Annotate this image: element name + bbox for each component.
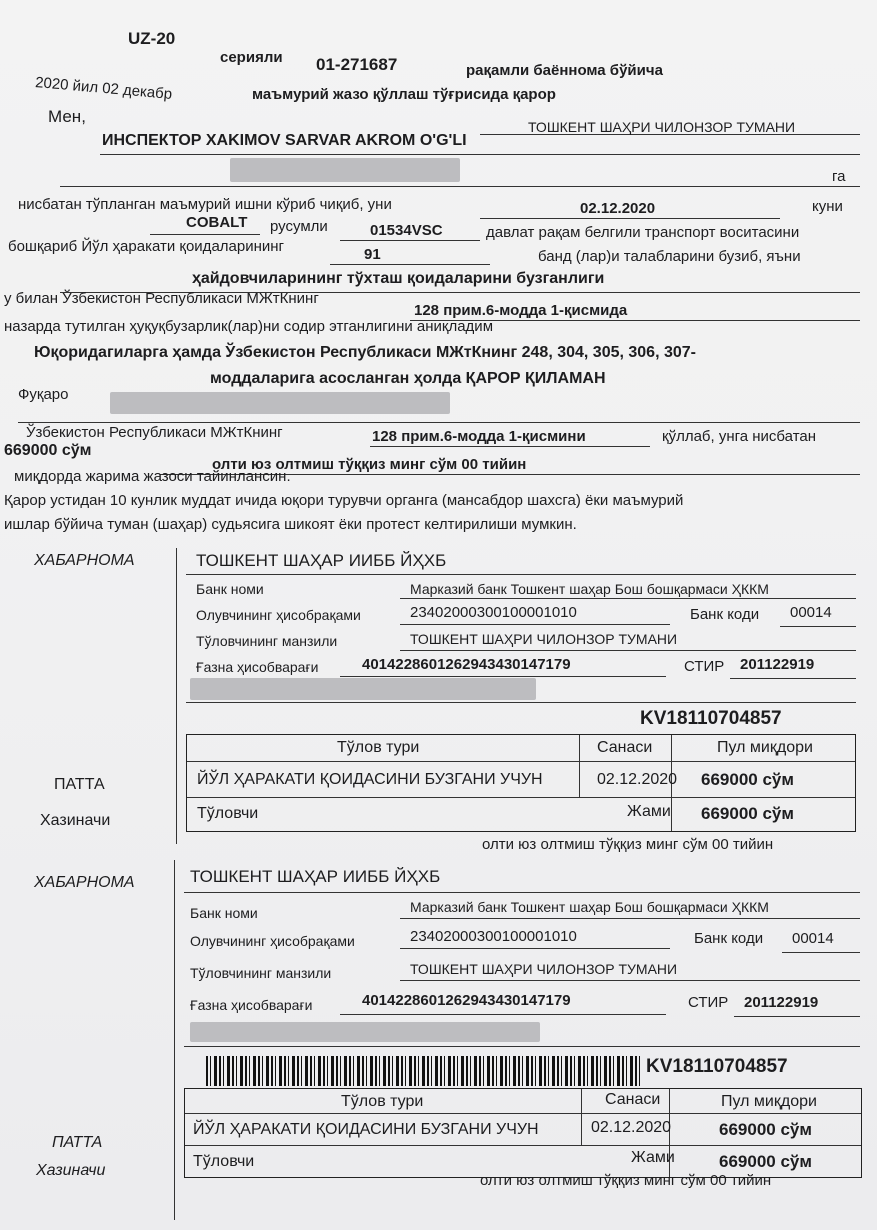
notice-border bbox=[174, 860, 175, 1220]
drive-text: бошқариб Йўл ҳаракати қоидаларининг bbox=[8, 238, 285, 255]
plate-text: давлат рақам белгили транспорт воситасини bbox=[486, 224, 800, 241]
payment-table bbox=[186, 734, 856, 832]
payer-label: Тўловчи bbox=[193, 1153, 255, 1170]
account-number: 23402000300100001010 bbox=[410, 928, 577, 945]
account-label: Олувчининг ҳисобрақами bbox=[190, 933, 355, 949]
plate-number: 01534VSC bbox=[370, 222, 443, 239]
treasury-label: Ғазна ҳисобварағи bbox=[196, 659, 319, 675]
appeal-line-2: ишлар бўйича туман (шаҳар) судьясига шикоят ёки протест келтирилиши мумкин. bbox=[4, 516, 577, 533]
account-underline bbox=[400, 948, 670, 949]
row-date: 02.12.2020 bbox=[597, 771, 678, 788]
document-subtitle: маъмурий жазо қўллаш тўғрисида қарор bbox=[252, 86, 556, 103]
notice-border bbox=[176, 548, 177, 844]
row-amount: 669000 сўм bbox=[719, 1120, 812, 1139]
stir-label: СТИР bbox=[688, 994, 729, 1011]
bank-code-label: Банк коди bbox=[694, 930, 764, 947]
payer-label: Тўловчи bbox=[197, 805, 259, 822]
payer-underline bbox=[184, 1046, 860, 1047]
stir-underline bbox=[730, 678, 856, 679]
patta-label: ПАТТА bbox=[52, 1134, 103, 1151]
model-label: русумли bbox=[270, 218, 328, 235]
bank-code-label: Банк коди bbox=[690, 606, 760, 623]
row-date: 02.12.2020 bbox=[591, 1119, 672, 1136]
case-date: 02.12.2020 bbox=[580, 200, 656, 217]
table-row-divider bbox=[187, 761, 855, 762]
rule-number: 91 bbox=[364, 246, 381, 263]
bank-name: Марказий банк Тошкент шаҳар Бош бошқармаси ҲККМ bbox=[410, 899, 769, 915]
law-text-2: Ўзбекистон Республикаси МЖтКнинг bbox=[26, 424, 283, 441]
treasury-account: 40142286012629434301471​79 bbox=[362, 992, 571, 1009]
treasury-underline bbox=[340, 1014, 666, 1015]
fine-text: миқдорда жарима жазоси тайинлансин. bbox=[14, 468, 291, 485]
redacted-payer bbox=[190, 678, 536, 700]
car-model: COBALT bbox=[186, 214, 248, 231]
bank-name-underline bbox=[400, 918, 860, 919]
payer-address-underline bbox=[400, 980, 860, 981]
inspector-name: ИНСПЕКТОР XAKIMOV SARVAR AKROM O'G'LI bbox=[102, 132, 467, 149]
treasury-account: 40142286012629434301471​79 bbox=[362, 656, 571, 673]
case-date-underline bbox=[480, 218, 780, 219]
patta-label: ПАТТА bbox=[54, 776, 105, 793]
table-row-divider bbox=[185, 1145, 861, 1146]
stir-number: 201122919 bbox=[744, 994, 819, 1011]
payer-address-underline bbox=[400, 650, 856, 651]
car-model-underline bbox=[150, 234, 260, 235]
bank-code-underline bbox=[780, 626, 856, 627]
redacted-name bbox=[230, 158, 460, 182]
ga-suffix: га bbox=[832, 168, 846, 185]
row-payment-type: ЙЎЛ ҲАРАКАТИ ҚОИДАСИНИ БУЗГАНИ УЧУН bbox=[197, 771, 543, 788]
org-underline bbox=[184, 892, 860, 893]
fine-words: олти юз олтмиш тўққиз минг сўм 00 тийин bbox=[212, 456, 527, 473]
case-review-text: нисбатан тўпланган маъмурий ишни кўриб чиқиб, уни bbox=[18, 196, 392, 213]
treasury-underline bbox=[340, 676, 666, 677]
row-amount: 669000 сўм bbox=[701, 770, 794, 789]
decision-line-1: Юқоридагиларга ҳамда Ўзбекистон Республикаси МЖтКнинг 248, 304, 305, 306, 307- bbox=[34, 344, 696, 361]
payer-address: ТОШКЕНТ ШАҲРИ ЧИЛОНЗОР ТУМАНИ bbox=[410, 961, 678, 977]
table-col-divider bbox=[581, 1089, 582, 1145]
amount-words: олти юз олтмиш тўққиз минг сўм 00 тийин bbox=[480, 1172, 772, 1189]
district: ТОШКЕНТ ШАҲРИ ЧИЛОНЗОР ТУМАНИ bbox=[528, 119, 796, 135]
amount-words: олти юз олтмиш тўққиз минг сўм 00 тийин bbox=[482, 836, 774, 853]
account-label: Олувчининг ҳисобрақами bbox=[196, 607, 361, 623]
col-amount: Пул миқдори bbox=[717, 739, 813, 756]
payer-underline bbox=[186, 702, 856, 703]
col-date: Санаси bbox=[605, 1091, 661, 1108]
col-payment-type: Тўлов тури bbox=[341, 1093, 424, 1110]
violation-text: ҳайдовчиларининг тўхташ қоидаларини бузганлиги bbox=[192, 270, 605, 287]
bank-code: 00014 bbox=[790, 604, 832, 621]
me-label: Мен, bbox=[48, 107, 86, 126]
stir-underline bbox=[734, 1016, 860, 1017]
citizen-label: Фуқаро bbox=[18, 386, 69, 403]
inspector-underline bbox=[100, 154, 860, 155]
org-underline bbox=[186, 574, 856, 575]
band-text: банд (лар)и талабларини бузиб, яъни bbox=[538, 248, 801, 265]
apply-text: қўллаб, унга нисбатан bbox=[662, 428, 817, 445]
notice-org: ТОШКЕНТ ШАҲАР ИИББ ЙҲХБ bbox=[196, 551, 447, 570]
series-label: серияли bbox=[220, 49, 283, 66]
account-underline bbox=[400, 624, 670, 625]
article-text-2: 128 прим.6-модда 1-қисмини bbox=[372, 428, 586, 445]
payer-address-label: Тўловчининг манзили bbox=[190, 965, 332, 981]
offense-text: назарда тутилган ҳуқуқбузарлик(лар)ни содир этганлигини аниқладим bbox=[4, 318, 494, 335]
total-amount: 669000 сўм bbox=[701, 804, 794, 823]
fine-amount: 669000 сўм bbox=[4, 442, 92, 459]
decision-line-2: моддаларига асосланган ҳолда ҚАРОР ҚИЛАМАН bbox=[210, 370, 606, 387]
form-code: UZ-20 bbox=[128, 29, 176, 48]
col-payment-type: Тўлов тури bbox=[337, 739, 420, 756]
col-amount: Пул миқдори bbox=[721, 1093, 817, 1110]
day-label: куни bbox=[812, 198, 843, 215]
col-date: Санаси bbox=[597, 739, 653, 756]
row-payment-type: ЙЎЛ ҲАРАКАТИ ҚОИДАСИНИ БУЗГАНИ УЧУН bbox=[193, 1121, 539, 1138]
rule-underline bbox=[330, 264, 490, 265]
notice-label: ХАБАРНОМА bbox=[34, 552, 135, 569]
stir-number: 201122919 bbox=[740, 656, 815, 673]
total-label: Жами bbox=[627, 803, 671, 820]
bank-name-label: Банк номи bbox=[190, 905, 258, 921]
total-amount: 669000 сўм bbox=[719, 1152, 812, 1171]
table-row-divider bbox=[187, 797, 855, 798]
cashier-label: Хазиначи bbox=[40, 812, 111, 829]
payment-table bbox=[184, 1088, 862, 1178]
law-text: у билан Ўзбекистон Республикаси МЖтКнинг bbox=[4, 290, 319, 307]
account-number: 23402000300100001010 bbox=[410, 604, 577, 621]
kv-number: KV18110704857 bbox=[646, 1056, 788, 1077]
notice-org: ТОШКЕНТ ШАҲАР ИИББ ЙҲХБ bbox=[190, 867, 441, 886]
payer-address: ТОШКЕНТ ШАҲРИ ЧИЛОНЗОР ТУМАНИ bbox=[410, 631, 678, 647]
plate-underline bbox=[340, 240, 480, 241]
barcode bbox=[206, 1056, 642, 1086]
table-row-divider bbox=[185, 1113, 861, 1114]
stir-label: СТИР bbox=[684, 658, 725, 675]
appeal-line-1: Қарор устидан 10 кунлик муддат ичида юқори турувчи органга (мансабдор шахсга) ёки маъмурий bbox=[4, 492, 684, 509]
bank-name-label: Банк номи bbox=[196, 581, 264, 597]
redacted-payer bbox=[190, 1022, 540, 1042]
cashier-label: Хазиначи bbox=[36, 1162, 106, 1179]
table-col-divider bbox=[579, 735, 580, 797]
article2-underline bbox=[370, 446, 650, 447]
total-label: Жами bbox=[631, 1149, 675, 1166]
bank-name: Марказий банк Тошкент шаҳар Бош бошқармаси ҲККМ bbox=[410, 581, 769, 597]
article-text: 128 прим.6-модда 1-қисмида bbox=[414, 302, 628, 319]
bank-code-underline bbox=[782, 952, 860, 953]
bank-code: 00014 bbox=[792, 930, 834, 947]
decision-date: 2020 йил 02 декабр bbox=[34, 74, 173, 103]
treasury-label: Ғазна ҳисобварағи bbox=[190, 997, 313, 1013]
series-number: 01-271687 bbox=[316, 55, 398, 74]
citizen-underline bbox=[18, 422, 860, 423]
kv-number: KV18110704857 bbox=[640, 708, 782, 729]
name-underline bbox=[60, 186, 860, 187]
payer-address-label: Тўловчининг манзили bbox=[196, 633, 338, 649]
bank-name-underline bbox=[400, 598, 856, 599]
notice-label: ХАБАРНОМА bbox=[34, 874, 135, 891]
redacted-citizen bbox=[110, 392, 450, 414]
numbered-label: рақамли баённома бўйича bbox=[466, 62, 663, 79]
